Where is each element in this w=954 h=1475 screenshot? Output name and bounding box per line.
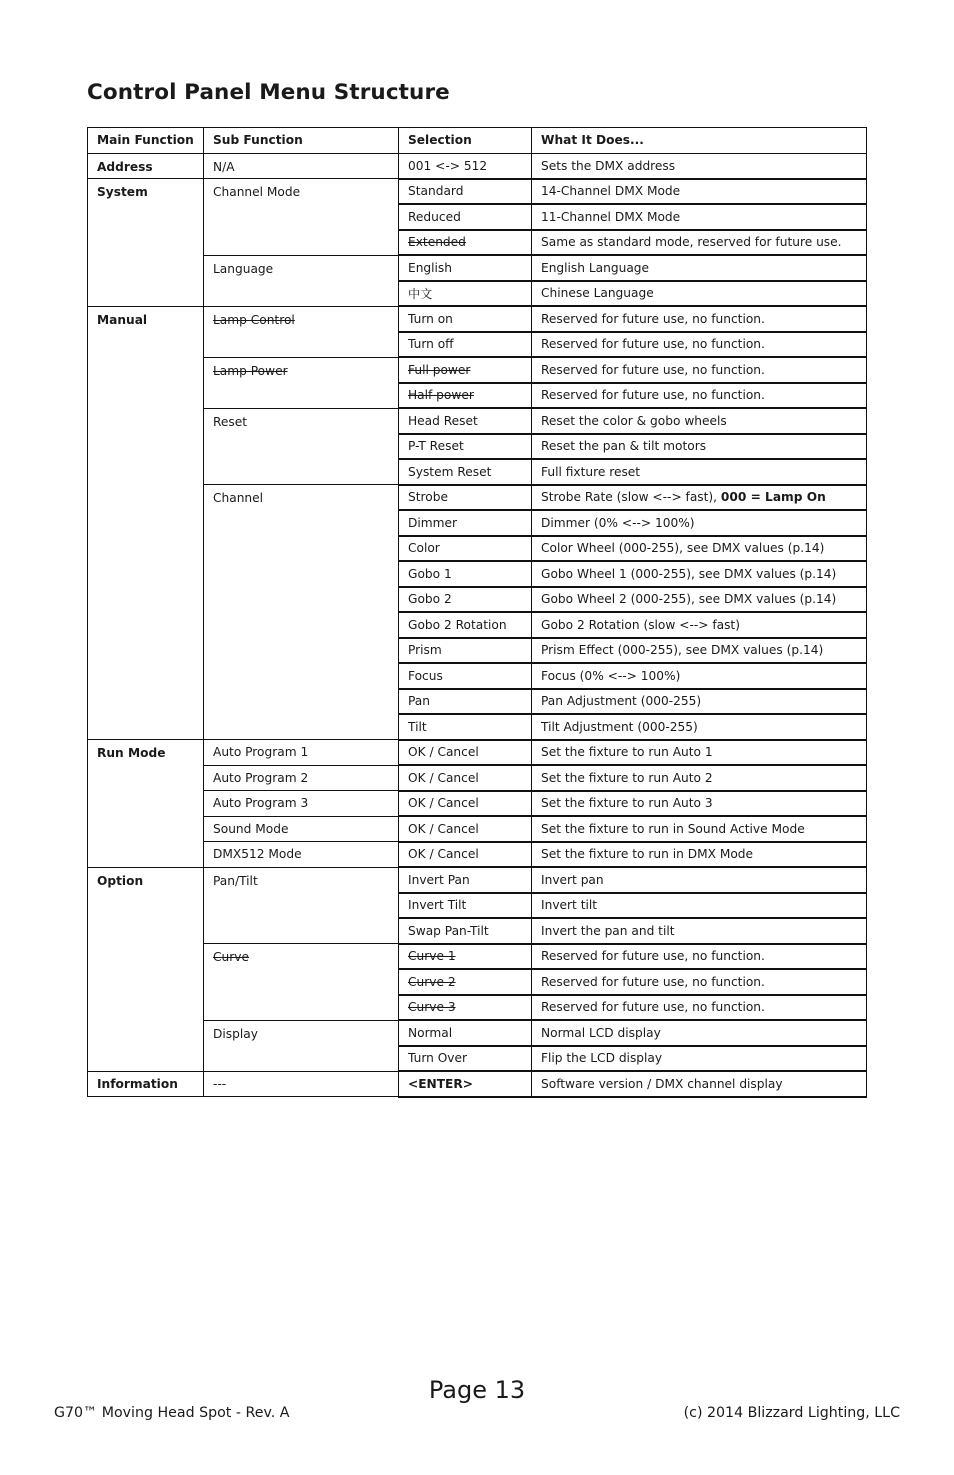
selection-cell: 001 <-> 512 bbox=[399, 153, 532, 179]
description-cell: Reserved for future use, no function. bbox=[532, 383, 867, 409]
table-row bbox=[88, 867, 867, 893]
table-row bbox=[88, 1020, 867, 1046]
description-cell: Reserved for future use, no function. bbox=[532, 944, 867, 970]
main-function-cell: Run Mode bbox=[88, 740, 204, 868]
footer-copyright: (c) 2014 Blizzard Lighting, LLC bbox=[683, 1405, 900, 1421]
menu-structure-table bbox=[87, 127, 867, 1098]
selection-cell: Tilt bbox=[399, 714, 532, 740]
selection-cell: OK / Cancel bbox=[399, 740, 532, 766]
selection-cell: Head Reset bbox=[399, 408, 532, 434]
description-cell: Invert the pan and tilt bbox=[532, 918, 867, 944]
selection-cell: Dimmer bbox=[399, 510, 532, 536]
description-cell: Set the fixture to run Auto 2 bbox=[532, 765, 867, 791]
table-row bbox=[88, 816, 867, 842]
selection-cell: Focus bbox=[399, 663, 532, 689]
description-cell: Set the fixture to run Auto 3 bbox=[532, 791, 867, 817]
table-row bbox=[88, 791, 867, 817]
description-cell: Set the fixture to run in Sound Active Mode bbox=[532, 816, 867, 842]
selection-cell: Gobo 2 Rotation bbox=[399, 612, 532, 638]
selection-cell: Turn on bbox=[399, 306, 532, 332]
selection-cell: OK / Cancel bbox=[399, 765, 532, 791]
sub-function-cell: --- bbox=[204, 1071, 399, 1097]
description-cell: Set the fixture to run in DMX Mode bbox=[532, 842, 867, 868]
selection-cell: Strobe bbox=[399, 485, 532, 511]
table-row bbox=[88, 153, 867, 179]
selection-cell: Full power bbox=[399, 357, 532, 383]
sub-function-cell: Curve bbox=[204, 944, 399, 1021]
selection-cell: Invert Pan bbox=[399, 867, 532, 893]
description-cell: Pan Adjustment (000-255) bbox=[532, 689, 867, 715]
page-title: Control Panel Menu Structure bbox=[87, 80, 450, 105]
selection-cell: Extended bbox=[399, 230, 532, 256]
table-row bbox=[88, 740, 867, 766]
sub-function-cell: Display bbox=[204, 1020, 399, 1071]
table-row bbox=[88, 408, 867, 434]
selection-cell: Standard bbox=[399, 179, 532, 205]
selection-cell: Pan bbox=[399, 689, 532, 715]
description-text: Strobe Rate (slow <--> fast), bbox=[541, 490, 721, 505]
sub-function-cell: N/A bbox=[204, 153, 399, 179]
description-cell: Reset the pan & tilt motors bbox=[532, 434, 867, 460]
selection-cell: Turn off bbox=[399, 332, 532, 358]
table-row bbox=[88, 357, 867, 383]
selection-cell: Curve 1 bbox=[399, 944, 532, 970]
selection-cell: OK / Cancel bbox=[399, 816, 532, 842]
selection-cell: <ENTER> bbox=[399, 1071, 532, 1097]
selection-cell: Swap Pan-Tilt bbox=[399, 918, 532, 944]
header-selection: Selection bbox=[399, 128, 532, 154]
selection-cell: Invert Tilt bbox=[399, 893, 532, 919]
selection-cell: Color bbox=[399, 536, 532, 562]
selection-cell: System Reset bbox=[399, 459, 532, 485]
main-function-cell: Address bbox=[88, 153, 204, 179]
description-cell: Reserved for future use, no function. bbox=[532, 306, 867, 332]
description-emphasis: 000 = Lamp On bbox=[720, 490, 826, 505]
description-cell: Set the fixture to run Auto 1 bbox=[532, 740, 867, 766]
selection-cell: Prism bbox=[399, 638, 532, 664]
sub-function-cell: Sound Mode bbox=[204, 816, 399, 842]
selection-cell: OK / Cancel bbox=[399, 791, 532, 817]
selection-cell: Curve 3 bbox=[399, 995, 532, 1021]
selection-cell: Turn Over bbox=[399, 1046, 532, 1072]
selection-cell: 中文 bbox=[399, 281, 532, 307]
sub-function-cell: Auto Program 2 bbox=[204, 765, 399, 791]
table-row bbox=[88, 842, 867, 868]
sub-function-cell: DMX512 Mode bbox=[204, 842, 399, 868]
sub-function-cell: Lamp Power bbox=[204, 357, 399, 408]
main-function-cell: Option bbox=[88, 867, 204, 1071]
description-cell: Tilt Adjustment (000-255) bbox=[532, 714, 867, 740]
table-row bbox=[88, 179, 867, 205]
main-function-cell: Manual bbox=[88, 306, 204, 740]
description-cell: Flip the LCD display bbox=[532, 1046, 867, 1072]
description-cell: 14-Channel DMX Mode bbox=[532, 179, 867, 205]
description-cell: Reserved for future use, no function. bbox=[532, 357, 867, 383]
description-cell: Same as standard mode, reserved for future use. bbox=[532, 230, 867, 256]
sub-function-cell: Auto Program 3 bbox=[204, 791, 399, 817]
description-cell: Dimmer (0% <--> 100%) bbox=[532, 510, 867, 536]
selection-cell: Reduced bbox=[399, 204, 532, 230]
header-what-it-does: What It Does... bbox=[532, 128, 867, 154]
description-cell: Gobo 2 Rotation (slow <--> fast) bbox=[532, 612, 867, 638]
sub-function-cell: Lamp Control bbox=[204, 306, 399, 357]
description-cell: Reserved for future use, no function. bbox=[532, 969, 867, 995]
description-cell: Software version / DMX channel display bbox=[532, 1071, 867, 1097]
table-row bbox=[88, 255, 867, 281]
description-cell: Invert pan bbox=[532, 867, 867, 893]
description-cell bbox=[532, 485, 867, 511]
sub-function-cell: Auto Program 1 bbox=[204, 740, 399, 766]
selection-cell: Normal bbox=[399, 1020, 532, 1046]
main-function-cell: Information bbox=[88, 1071, 204, 1097]
footer-product-name: G70™ Moving Head Spot - Rev. A bbox=[54, 1405, 290, 1421]
page-number: Page 13 bbox=[428, 1376, 526, 1404]
description-cell: Sets the DMX address bbox=[532, 153, 867, 179]
description-cell: Gobo Wheel 1 (000-255), see DMX values (p.14) bbox=[532, 561, 867, 587]
header-main-function: Main Function bbox=[88, 128, 204, 154]
description-cell: Color Wheel (000-255), see DMX values (p.14) bbox=[532, 536, 867, 562]
description-cell: Invert tilt bbox=[532, 893, 867, 919]
table-header-row bbox=[88, 128, 867, 154]
description-cell: Gobo Wheel 2 (000-255), see DMX values (p.14) bbox=[532, 587, 867, 613]
description-cell: Reserved for future use, no function. bbox=[532, 995, 867, 1021]
selection-cell: OK / Cancel bbox=[399, 842, 532, 868]
selection-cell: Half power bbox=[399, 383, 532, 409]
description-cell: Full fixture reset bbox=[532, 459, 867, 485]
sub-function-cell: Channel bbox=[204, 485, 399, 740]
selection-cell: Curve 2 bbox=[399, 969, 532, 995]
description-cell: English Language bbox=[532, 255, 867, 281]
description-cell: 11-Channel DMX Mode bbox=[532, 204, 867, 230]
description-cell: Reserved for future use, no function. bbox=[532, 332, 867, 358]
selection-cell: Gobo 1 bbox=[399, 561, 532, 587]
description-cell: Normal LCD display bbox=[532, 1020, 867, 1046]
selection-cell: P-T Reset bbox=[399, 434, 532, 460]
description-cell: Focus (0% <--> 100%) bbox=[532, 663, 867, 689]
table-row bbox=[88, 1071, 867, 1097]
sub-function-cell: Language bbox=[204, 255, 399, 306]
description-cell: Chinese Language bbox=[532, 281, 867, 307]
table-row bbox=[88, 306, 867, 332]
sub-function-cell: Reset bbox=[204, 408, 399, 485]
description-cell: Reset the color & gobo wheels bbox=[532, 408, 867, 434]
sub-function-cell: Pan/Tilt bbox=[204, 867, 399, 944]
main-function-cell: System bbox=[88, 179, 204, 307]
table-row bbox=[88, 485, 867, 511]
description-cell: Prism Effect (000-255), see DMX values (p.14) bbox=[532, 638, 867, 664]
sub-function-cell: Channel Mode bbox=[204, 179, 399, 256]
selection-cell: English bbox=[399, 255, 532, 281]
selection-cell: Gobo 2 bbox=[399, 587, 532, 613]
table-row bbox=[88, 944, 867, 970]
table-row bbox=[88, 765, 867, 791]
header-sub-function: Sub Function bbox=[204, 128, 399, 154]
